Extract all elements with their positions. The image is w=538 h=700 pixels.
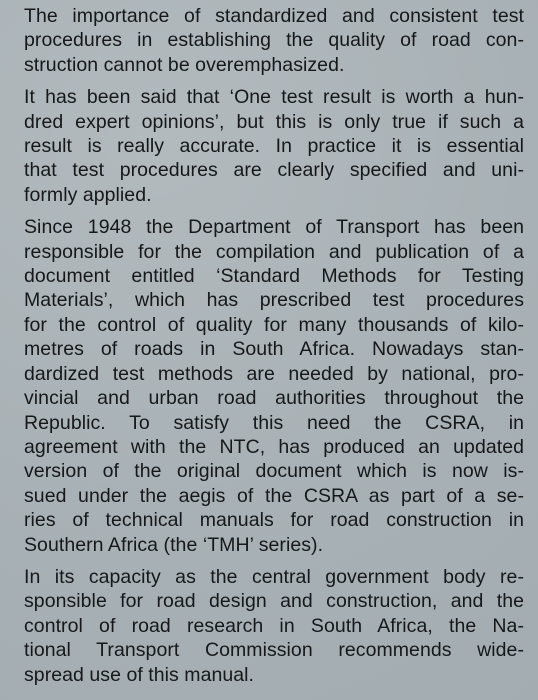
text-line: tional Transport Commission recommends wide- <box>24 639 524 662</box>
text-line: that test procedures are clearly specified and uni- <box>24 159 524 182</box>
text-line: formly applied. <box>24 183 152 206</box>
text-line: Republic. To satisfy this need the CSRA, in <box>24 411 524 434</box>
text-line: version of the original document which is now is- <box>24 460 524 483</box>
text-line: for the control of quality for many thousands of kilo- <box>24 313 524 336</box>
text-line: result is really accurate. In practice it is essential <box>24 135 524 158</box>
text-line: The importance of standardized and consistent test <box>24 5 524 27</box>
paragraph-3 <box>24 215 524 557</box>
paragraph-2 <box>24 85 524 207</box>
text-line: Materials’, which has prescribed test procedures <box>24 289 524 312</box>
text-line: responsible for the compilation and publication of a <box>24 240 524 263</box>
text-line: metres of roads in South Africa. Nowadays stan- <box>24 338 524 361</box>
paragraph-1 <box>24 4 524 77</box>
text-line: sued under the aegis of the CSRA as part of a se- <box>24 484 524 507</box>
text-line: struction cannot be overemphasized. <box>24 53 345 76</box>
text-line: dardized test methods are needed by national, pro- <box>24 362 524 385</box>
text-line: It has been said that ‘One test result is worth a hun- <box>24 86 524 109</box>
text-line: document entitled ‘Standard Methods for Testing <box>24 265 524 288</box>
text-line: Southern Africa (the ‘TMH’ series). <box>24 533 324 556</box>
text-line: Since 1948 the Department of Transport has been <box>24 216 524 239</box>
text-line: ries of technical manuals for road construction in <box>24 509 524 532</box>
text-line: agreement with the NTC, has produced an updated <box>24 435 524 458</box>
text-line: control of road research in South Africa, the Na- <box>24 614 524 637</box>
text-line: procedures in establishing the quality of road con- <box>24 29 524 52</box>
text-line: vincial and urban road authorities throughout the <box>24 387 524 410</box>
text-line: In its capacity as the central government body re- <box>24 565 524 588</box>
text-line: dred expert opinions’, but this is only true if such a <box>24 110 524 133</box>
text-line: sponsible for road design and construction, and the <box>24 590 524 613</box>
paragraph-4 <box>24 565 524 687</box>
text-line: spread use of this manual. <box>24 663 255 686</box>
